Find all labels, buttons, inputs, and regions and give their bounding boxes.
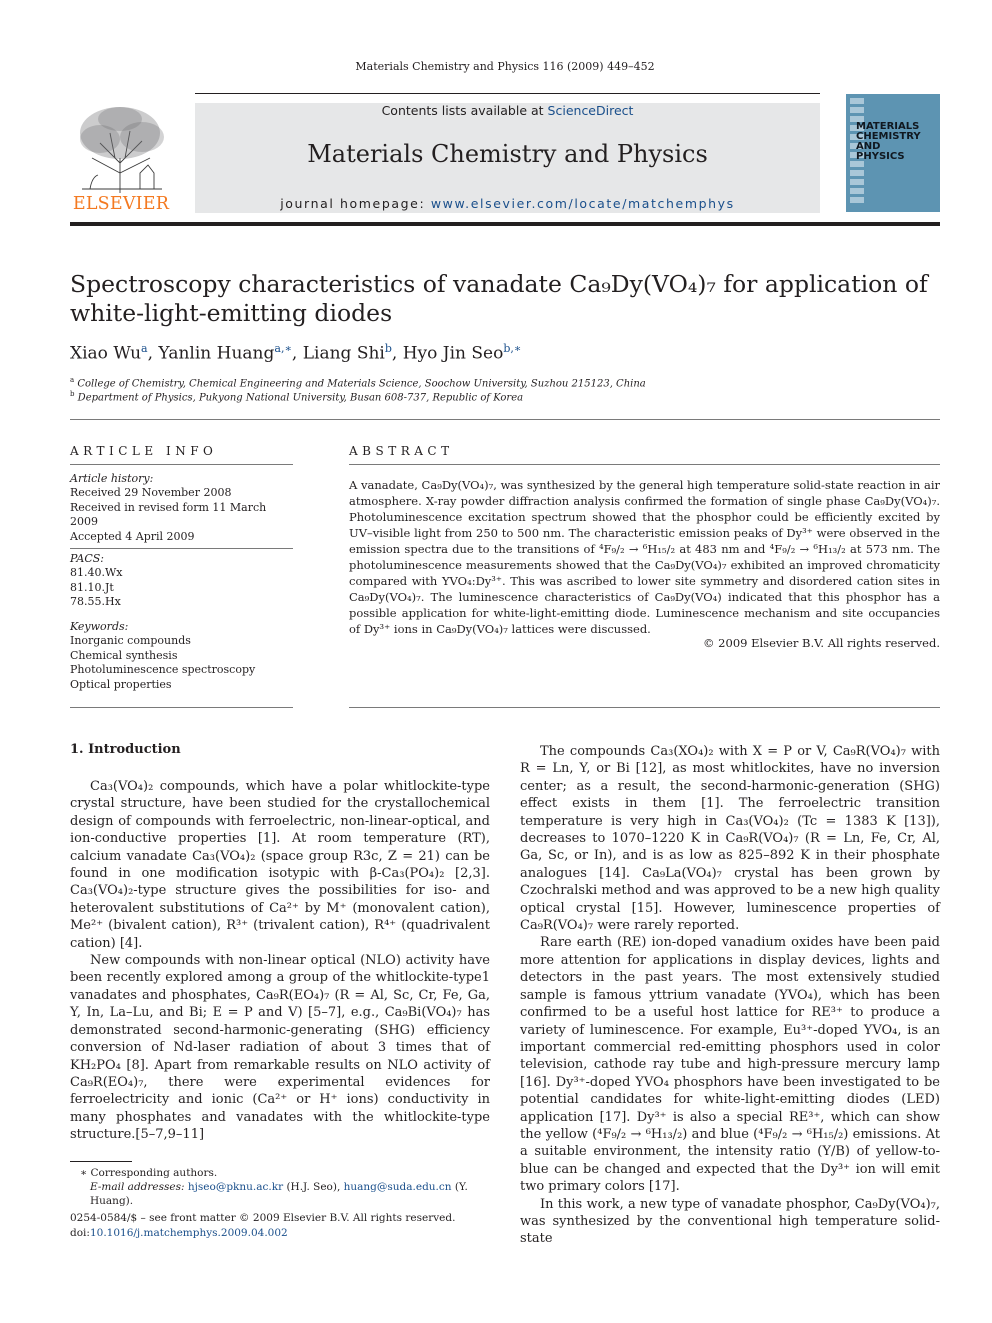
article-history: Article history: Received 29 November 2008 Received in revised form 11 March 2009 Accepted 4 April 2009 xyxy=(70,472,293,544)
history-item: Received in revised form 11 March 2009 xyxy=(70,500,267,529)
publisher-wordmark: ELSEVIER xyxy=(72,194,170,214)
keyword-item: Photoluminescence spectroscopy xyxy=(70,663,256,677)
section-heading-introduction: 1. Introduction xyxy=(70,742,181,757)
author-name: Hyo Jin Seo xyxy=(402,343,504,364)
author-affiliation-mark[interactable]: b,∗ xyxy=(503,342,522,355)
author-name: Liang Shi xyxy=(302,343,385,364)
body-paragraph: New compounds with non-linear optical (NLO) activity have been recently explored among a group of the whitlockite-type1 vanadates and phosphates, Ca₉R(EO₄)₇ (R = Al, Sc, Cr, Fe, Ga, Y, In, La–Lu, and Bi; E = P and V) [5–7], e.g., Ca₉Bi(VO₄)₇ has demonstrated second-harmonic-generating (SHG) efficiency conversion of Nd-laser radiation of about 3 times that of KH₂PO₄ [8]. Apart from remarkable results on NLO activity of Ca₉R(EO₄)₇, there were experimental evidences for ferroelectricity and ionic (Ca²⁺ or H⁺ ions) conductivity in many phosphates and vanadates with the whitlockite-type structure.[5–7,9–11] xyxy=(70,953,490,1143)
keyword-item: Optical properties xyxy=(70,677,172,691)
author-name: Xiao Wu xyxy=(70,343,142,364)
journal-reference: Materials Chemistry and Physics 116 (2009) 449–452 xyxy=(355,60,655,73)
affiliation-a: $^a$ College of Chemistry, Chemical Engineering and Materials Science, Soochow University, Suzhou 215123, China xyxy=(70,376,646,390)
journal-name: Materials Chemistry and Physics xyxy=(307,140,708,168)
contents-prefix: Contents lists available at xyxy=(381,103,548,118)
journal-homepage-link[interactable]: www.elsevier.com/locate/matchemphys xyxy=(430,196,735,211)
email-note: E-mail addresses: hjseo@pknu.ac.kr (H.J. Seo), huang@suda.edu.cn (Y. Huang). xyxy=(90,1181,468,1207)
abstract-rule xyxy=(349,464,940,465)
doi-link[interactable]: 10.1016/j.matchemphys.2009.04.002 xyxy=(89,1227,288,1239)
author-list: Xiao Wu$^a$, Yanlin Huang$^{a,∗}$, Liang Shi$^b$, Hyo Jin Seo$^{b,∗}$ xyxy=(70,342,522,364)
journal-cover-thumbnail xyxy=(846,94,940,212)
keyword-item: Inorganic compounds xyxy=(70,634,191,648)
body-paragraph: Rare earth (RE) ion-doped vanadium oxides have been paid more attention for applications in display devices, lights and detectors in the past years. The most extensively studied sample is famous yttrium vanadate (YVO₄), which has been confirmed to be a useful host lattice for RE³⁺ to produce a variety of luminescence. For example, Eu³⁺-doped YVO₄, is an important commercial red-emitting phosphors used in color television, cathode ray tube and high-pressure mercury lamp [16]. Dy³⁺-doped YVO₄ phosphors have been investigated to be potential candidates for white-light-emitting diodes (LED) application [17]. Dy³⁺ is also a special RE³⁺, which can show the yellow (⁴F₉/₂ → ⁶H₁₃/₂) and blue (⁴F₉/₂ → ⁶H₁₅/₂) emissions. At a suitable environment, the intensity ratio (Y/B) of yellow-to-blue can be changed and expected that the Dy³⁺ ion will emit two primary colors [17]. xyxy=(520,935,940,1195)
keywords-group: Keywords: Inorganic compounds Chemical synthesis Photoluminescence spectroscopy Optical properties xyxy=(70,620,293,692)
footnote-rule xyxy=(70,1161,132,1162)
article-info-label: ARTICLE INFO xyxy=(70,444,218,458)
article-info-bottom-rule xyxy=(70,707,293,708)
contents-line xyxy=(195,103,820,118)
title-line-1: Spectroscopy characteristics of vanadate Ca₉Dy(VO₄)₇ for application of xyxy=(70,270,928,298)
issn-line: 0254-0584/$ – see front matter © 2009 Elsevier B.V. All rights reserved. xyxy=(70,1212,456,1224)
abstract-label: ABSTRACT xyxy=(349,444,454,458)
left-column xyxy=(70,778,490,1144)
masthead-top-rule xyxy=(195,93,820,94)
article-title xyxy=(70,270,940,328)
abstract-copyright: © 2009 Elsevier B.V. All rights reserved. xyxy=(703,636,940,650)
email-link[interactable]: huang@suda.edu.cn xyxy=(343,1181,452,1193)
bottom-info xyxy=(70,1211,490,1241)
pacs-item: 78.55.Hx xyxy=(70,595,121,609)
article-info-box xyxy=(70,472,293,553)
journal-homepage-line xyxy=(195,196,820,211)
pacs-item: 81.40.Wx xyxy=(70,566,123,580)
body-paragraph: The compounds Ca₃(XO₄)₂ with X = P or V, Ca₉R(VO₄)₇ with R = Ln, Y, or Bi [12], as most whitlockites, have no inversion center; as a result, the second-harmonic-generation (SHG) effect exists in them [1]. The ferroelectric transition temperature is very high in Ca₃(VO₄)₂ (Tc = 1383 K [13]), decreases to 1070–1220 K in Ca₉R(VO₄)₇ (R = Ln, Fe, Cr, Al, Ga, Sc, or In), and is as low as 825–892 K in their phosphate analogues [14]. Ca₉La(VO₄)₇ crystal has been grown by Czochralski method and was approved to be a new high quality optical crystal [15]. However, luminescence properties of Ca₉R(VO₄)₇ were rarely reported. xyxy=(520,744,940,934)
article-info-divider xyxy=(70,548,293,549)
author-affiliation-mark[interactable]: a,∗ xyxy=(274,342,292,355)
corresponding-note: ∗ Corresponding authors. xyxy=(80,1167,218,1179)
header-thick-rule xyxy=(70,222,940,226)
email-link[interactable]: hjseo@pknu.ac.kr xyxy=(187,1181,284,1193)
abstract-body: A vanadate, Ca₉Dy(VO₄)₇, was synthesized by the general high temperature solid-state reaction in air atmosphere. X-ray powder diffraction analysis confirmed the formation of single phase Ca₉Dy(VO₄)₇. Photoluminescence excitation spectrum showed that the phosphor could be efficiently excited by UV–visible light from 250 to 500 nm. The characteristic emission peaks of Dy³⁺ were observed in the emission spectra due to the transitions of ⁴F₉/₂ → ⁶H₁₅/₂ at 483 nm and ⁴F₉/₂ → ⁶H₁₃/₂ at 573 nm. The photoluminescence measurements showed that the Ca₉Dy(VO₄)₇ exhibited an improved chromaticity compared with YVO₄:Dy³⁺. This was ascribed to lower site symmetry and disordered cation sites in Ca₉Dy(VO₄)₇. The luminescence characteristics of Ca₉Dy(VO₄) indicated that this phosphor has a possible application for white-light-emitting diode. Luminescence mechanism and site occupancies of Dy³⁺ ions in Ca₉Dy(VO₄)₇ lattices were discussed. xyxy=(349,478,940,636)
body-paragraph: Ca₃(VO₄)₂ compounds, which have a polar whitlockite-type crystal structure, have been studied for the crystallochemical design of compounds with ferroelectric, non-linear-optical, and ion-conductive properties [1]. At room temperature (RT), calcium vanadate Ca₃(VO₄)₂ (space group R3c, Z = 21) can be found in one modification isotypic with β-Ca₃(PO₄)₂ [2,3]. Ca₃(VO₄)₂-type structure gives the possibilities for iso- and heterovalent substitutions of Ca²⁺ by M⁺ (monovalent cation), Me²⁺ (bivalent cation), R³⁺ (trivalent cation), R⁴⁺ (quadrivalent cation) [4]. xyxy=(70,779,490,951)
body-paragraph: In this work, a new type of vanadate phosphor, Ca₉Dy(VO₄)₇, was synthesized by the conventional high temperature solid-state xyxy=(520,1196,940,1247)
author-affiliation-mark[interactable]: a xyxy=(141,342,148,355)
doi-line: doi:10.1016/j.matchemphys.2009.04.002 xyxy=(70,1227,288,1239)
article-info-rule xyxy=(70,464,293,465)
cover-title: MATERIALS CHEMISTRY AND PHYSICS xyxy=(856,121,921,162)
homepage-prefix: journal homepage: xyxy=(280,196,431,211)
sciencedirect-link[interactable]: ScienceDirect xyxy=(547,103,634,118)
author-affiliation-mark[interactable]: b xyxy=(384,342,392,355)
footnotes xyxy=(70,1166,490,1208)
history-item: Received 29 November 2008 xyxy=(70,486,232,500)
author-name: Yanlin Huang xyxy=(158,343,275,364)
title-line-2: white-light-emitting diodes xyxy=(70,299,393,327)
history-item: Accepted 4 April 2009 xyxy=(70,529,195,543)
pacs-group: PACS: 81.40.Wx 81.10.Jt 78.55.Hx xyxy=(70,552,293,610)
keyword-item: Chemical synthesis xyxy=(70,648,178,662)
abstract-bottom-rule xyxy=(349,707,940,708)
pacs-item: 81.10.Jt xyxy=(70,580,114,594)
right-column xyxy=(520,743,940,1248)
section-rule xyxy=(70,419,940,420)
affiliation-b: $^b$ Department of Physics, Pukyong National University, Busan 608-737, Republic of Korea xyxy=(70,390,524,404)
